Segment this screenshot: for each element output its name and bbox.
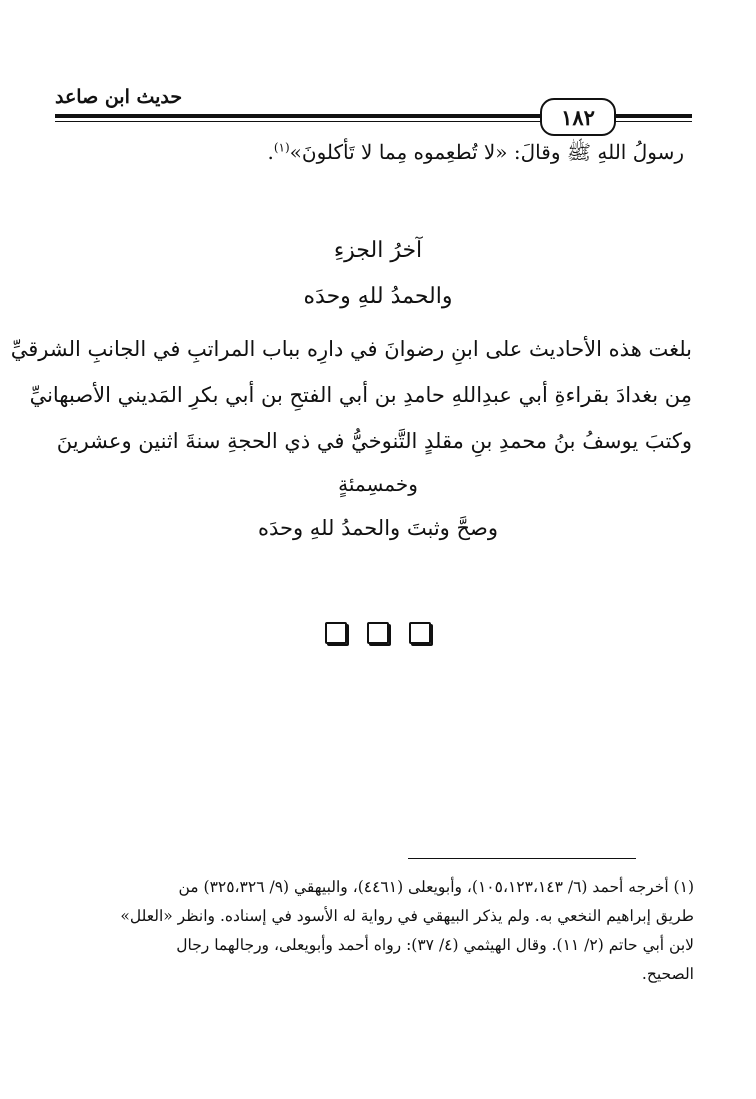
footnote-line-1: (١) أخرجه أحمد (٦/ ١٠٥،١٢٣،١٤٣)، وأبويعلى (٤٤٦١)، والبيهقي (٩/ ٣٢٥،٣٢٦) من xyxy=(178,878,694,896)
footnote-line-4: الصحيح. xyxy=(641,965,694,983)
end-marker xyxy=(0,622,756,644)
header-rule-right xyxy=(612,114,692,118)
colophon-line-1: بلغت هذه الأحاديث على ابنِ رضوانَ في دارِه بباب المراتبِ في الجانبِ الشرقيِّ xyxy=(10,337,692,361)
colophon-line-2: مِن بغدادَ بقراءةِ أبي عبدِاللهِ حامدِ بن أبي الفتحِ بن أبي بكرِ المَديني الأصبهانيِّ xyxy=(29,383,692,407)
square-ornament-icon xyxy=(409,622,431,644)
square-ornament-icon xyxy=(325,622,347,644)
page-number: ١٨٢ xyxy=(540,98,616,136)
header-rule xyxy=(55,114,550,118)
colophon-line-4: وخمسِمئةٍ xyxy=(338,472,418,496)
header-rule-thin xyxy=(55,121,550,122)
praise-line: والحمدُ للهِ وحدَه xyxy=(303,284,453,309)
footnote-line-3: لابن أبي حاتم (٢/ ١١). وقال الهيثمي (٤/ ٣٧): رواه أحمد وأبويعلى، ورجالهما رجال xyxy=(176,936,694,954)
hadith-ending-line: رسولُ اللهِ ﷺ وقالَ: «لا تُطعِموه مِما لا تَأكلونَ»$^{(١)}$. xyxy=(267,140,684,164)
square-ornament-icon xyxy=(367,622,389,644)
running-header-title: حديث ابن صاعد xyxy=(55,86,183,108)
footnote-line-2: طريق إبراهيم النخعي به. ولم يذكر البيهقي في رواية له الأسود في إسناده. وانظر «العلل» xyxy=(120,907,694,925)
header-rule-right-thin xyxy=(612,121,692,122)
colophon-line-3: وكتبَ يوسفُ بنُ محمدِ بنِ مقلدٍ التَّنوخيُّ في ذي الحجةِ سنةَ اثنين وعشرينَ xyxy=(56,429,692,453)
hadith-ending-text: رسولُ اللهِ ﷺ وقالَ: «لا تُطعِموه مِما لا تَأكلونَ» xyxy=(289,140,684,164)
closing-line: وصحَّ وثبتَ والحمدُ للهِ وحدَه xyxy=(257,516,499,540)
footnote-separator xyxy=(408,858,636,859)
end-of-part-heading: آخرُ الجزءِ xyxy=(333,238,423,263)
footnote-ref: (١) xyxy=(273,140,290,155)
